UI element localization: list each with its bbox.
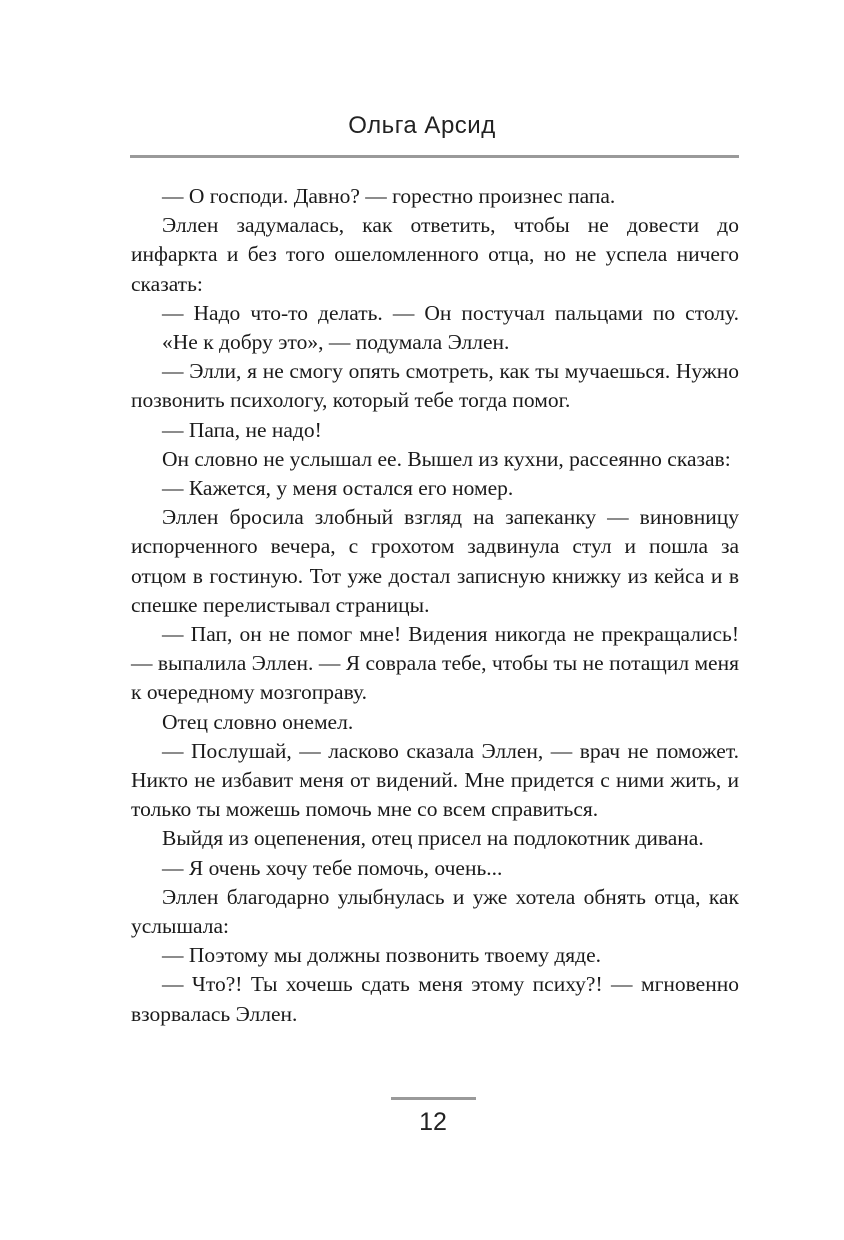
paragraph: Эллен задумалась, как ответить, чтобы не довести до инфаркта и без того ошеломленного отца, но не успела ничего сказать:	[131, 213, 739, 296]
paragraph: — О господи. Давно? — горестно произнес папа.	[162, 184, 616, 208]
paragraph: — Что?! Ты хочешь сдать меня этому психу?! — мгновенно взорвалась Эллен.	[131, 972, 739, 1026]
footer-divider	[391, 1097, 476, 1100]
paragraph: Отец словно онемел.	[162, 709, 354, 734]
paragraph: — Пап, он не помог мне! Видения никогда не прекращались! — выпалила Эллен. — Я соврала тебе, чтобы ты не потащил меня к очередному мозгоправу.	[131, 622, 739, 705]
paragraph: Эллен благодарно улыбнулась и уже хотела обнять отца, как услышала:	[131, 884, 739, 939]
paragraph: — Я очень хочу тебе помочь, очень...	[162, 855, 503, 880]
paragraph: — Послушай, — ласково сказала Эллен, — врач не поможет. Никто не избавит меня от видений. Мне придется с ними жить, и только ты можешь помочь мне со всем справиться.	[131, 738, 739, 822]
header-divider	[130, 155, 739, 158]
paragraph: — Папа, не надо!	[162, 417, 322, 442]
paragraph: Выйдя из оцепенения, отец присел на подлокотник дивана.	[162, 826, 704, 851]
paragraph: «Не к добру это», — подумала Эллен.	[162, 330, 510, 355]
paragraph: — Поэтому мы должны позвонить твоему дяде.	[162, 943, 602, 968]
paragraph: — Надо что-то делать. — Он постучал пальцами по столу.	[162, 300, 739, 325]
paragraph: — Элли, я не смогу опять смотреть, как ты мучаешься. Нужно позвонить психологу, который тебе тогда помог.	[131, 359, 739, 413]
paragraph: — Кажется, у меня остался его номер.	[162, 476, 514, 501]
page-number: 12	[419, 1108, 447, 1136]
paragraph: Эллен бросила злобный взгляд на запеканку — виновницу испорченного вечера, с грохотом задвинула стул и пошла за отцом в гостиную. Тот уже достал записную книжку из кейса и в спешке перелистывал страницы.	[131, 505, 739, 617]
running-header-author: Ольга Арсид	[348, 112, 496, 139]
page-body	[131, 182, 739, 1029]
paragraph: Он словно не услышал ее. Вышел из кухни, рассеянно сказав:	[162, 446, 731, 471]
